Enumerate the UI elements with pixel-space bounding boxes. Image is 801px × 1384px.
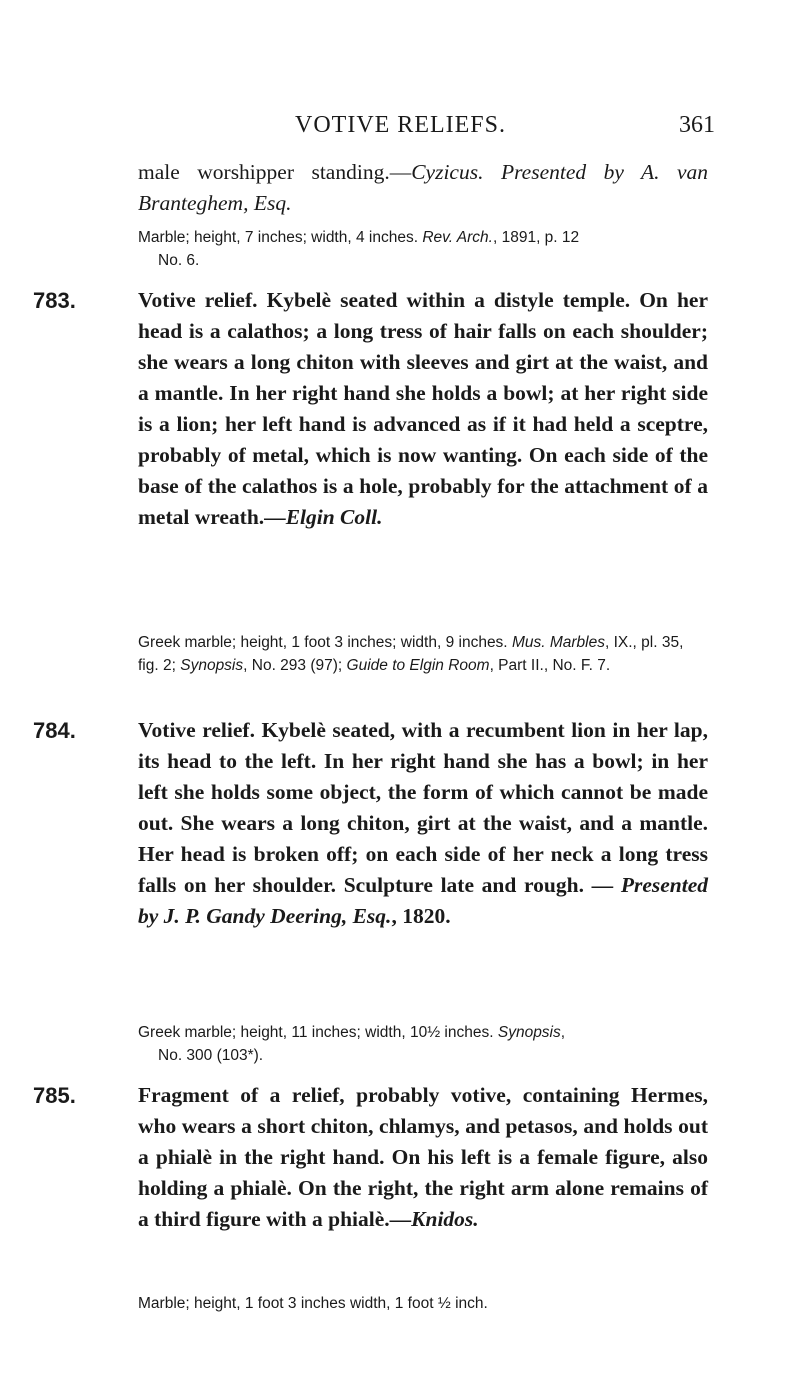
entry-783-note (138, 631, 708, 677)
note-ref: Guide to Elgin Room (346, 657, 490, 674)
note-text: , (560, 1024, 566, 1041)
entry-text: Votive relief. Kybelè seated, with a recumbent lion in her lap, its head to the left. In her right hand she has a bowl; in her left she holds some object, the form of which cannot be made out. She wears a long chiton, girt at the waist, and a mantle. Her head is broken off; on each side of her neck a long tress falls on her shoulder. Sculpture late and rough. — (138, 718, 708, 897)
intro-presented: Presented by A. van Branteghem, Esq. (138, 160, 709, 215)
entry-783 (33, 285, 708, 533)
entry-source: Elgin Coll. (285, 505, 383, 529)
note-text: Marble; height, 1 foot 3 inches width, 1 foot ½ inch. (138, 1295, 488, 1312)
intro-paragraph (138, 157, 708, 219)
intro-note (138, 226, 708, 272)
entry-text: Votive relief. Kybelè seated within a distyle temple. On her head is a calathos; a long tress of hair falls on each shoulder; she wears a long chiton with sleeves and girt at the waist, and a mantle. In her right hand she holds a bowl; at her right side is a lion; her left hand is advanced as if it had held a sceptre, probably of metal, which is now wanting. On each side of the base of the calathos is a hole, probably for the attachment of a metal wreath.— (138, 288, 708, 529)
intro-note-ref: Rev. Arch. (422, 229, 493, 246)
entry-source: Knidos. (411, 1207, 479, 1231)
intro-note-text-b: , 1891, p. 12 (492, 229, 580, 246)
entry-784-note (138, 1021, 708, 1067)
entry-785-note (138, 1292, 708, 1315)
note-text: No. 300 (103*). (158, 1047, 264, 1064)
intro-text: male worshipper standing.— (138, 160, 412, 184)
note-text: Greek marble; height, 11 inches; width, 10½ inches. (138, 1024, 494, 1041)
intro-note-text: Marble; height, 7 inches; width, 4 inches. (138, 229, 419, 246)
note-ref: Synopsis (180, 657, 244, 674)
note-text: , Part II., No. F. 7. (489, 657, 611, 674)
note-text: Greek marble; height, 1 foot 3 inches; width, 9 inches. (138, 634, 508, 651)
intro-note-text-c: No. 6. (158, 252, 200, 269)
note-ref: Mus. Marbles (511, 634, 605, 651)
entry-785 (33, 1080, 708, 1235)
page-header (0, 106, 801, 146)
page-number: 361 (679, 112, 715, 138)
entry-number: 783. (33, 288, 76, 313)
entry-number: 785. (33, 1083, 76, 1108)
running-title: VOTIVE RELIEFS. (295, 112, 506, 138)
entry-text: Fragment of a relief, probably votive, containing Hermes, who wears a short chiton, chlamys, and petasos, and holds out a phialè in the right hand. On his left is a female figure, also holding a phialè. On the right, the right arm alone remains of a third figure with a phialè.— (138, 1083, 708, 1231)
entry-source-tail: , 1820. (391, 904, 451, 928)
note-text: , IX., pl. 35, fig. 2; (138, 634, 684, 674)
note-text: , No. 293 (97); (243, 657, 343, 674)
entry-number: 784. (33, 718, 76, 743)
entry-source: Presented by J. P. Gandy Deering, Esq. (138, 873, 708, 928)
note-ref: Synopsis (497, 1024, 561, 1041)
entry-784 (33, 715, 708, 932)
intro-place: Cyzicus. (411, 160, 484, 184)
